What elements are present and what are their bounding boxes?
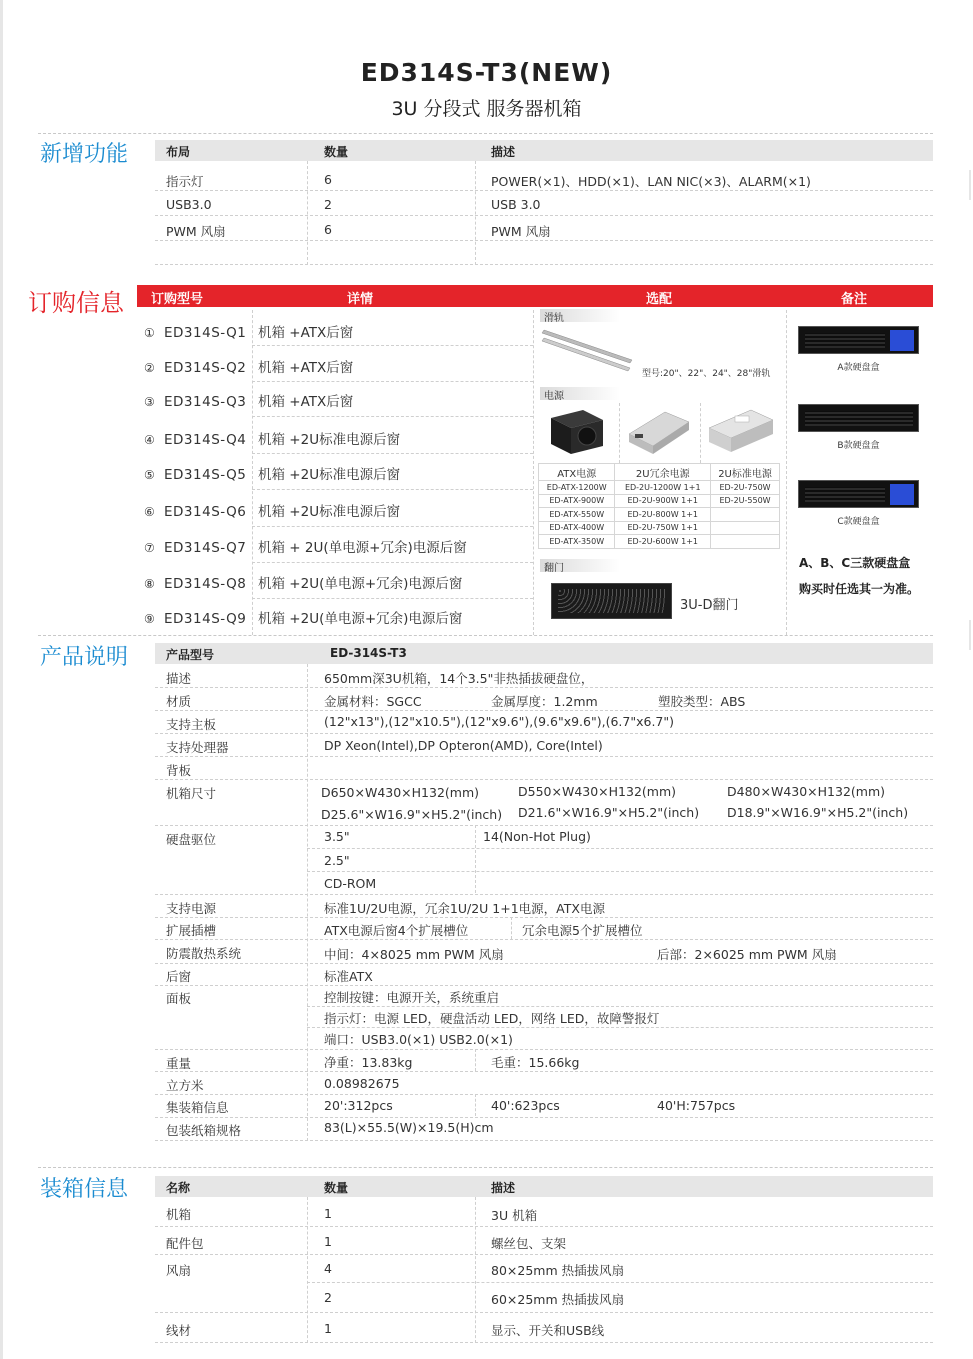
order-number: ③ xyxy=(144,395,155,409)
divider xyxy=(252,489,533,490)
packing-table xyxy=(155,1176,933,1346)
table-cell: 4 xyxy=(324,1261,332,1276)
table-header xyxy=(155,1176,933,1197)
product-table xyxy=(155,643,933,1143)
spec-value: 净重：13.83kg xyxy=(324,1055,413,1070)
spec-label: 面板 xyxy=(166,991,192,1006)
order-number: ⑦ xyxy=(144,541,155,555)
spec-value: 650mm深3U机箱，14个3.5"非热插拔硬盘位， xyxy=(324,671,594,686)
table-cell: USB3.0 xyxy=(166,197,212,212)
order-detail: 机箱 + 2U(单电源+冗余)电源后窗 xyxy=(258,540,467,556)
divider xyxy=(155,733,933,734)
divider xyxy=(475,1094,476,1116)
table-cell: 线材 xyxy=(166,1323,192,1338)
column-header: 描述 xyxy=(491,1181,516,1195)
page-edge xyxy=(969,620,971,650)
spec-label: 硬盘驱位 xyxy=(166,832,217,847)
divider xyxy=(533,310,534,635)
divider xyxy=(475,1049,476,1071)
divider xyxy=(155,710,933,711)
section-divider xyxy=(38,133,933,134)
divider xyxy=(155,1117,933,1118)
table-cell: 6 xyxy=(324,172,332,187)
divider xyxy=(252,345,533,346)
spec-value: 金属厚度：1.2mm xyxy=(491,694,598,709)
divider xyxy=(155,985,933,986)
rail-tag: 滑轨 xyxy=(540,309,620,322)
order-model: ED314S-Q5 xyxy=(164,467,247,483)
table-cell: ED-2U-750W xyxy=(711,481,780,495)
column-header: 选配 xyxy=(646,292,673,307)
divider xyxy=(475,1197,476,1343)
divider xyxy=(155,917,933,918)
divider xyxy=(252,453,533,454)
order-row xyxy=(144,536,467,556)
column-header: 数量 xyxy=(324,1181,349,1195)
column-header: 备注 xyxy=(841,292,868,307)
order-number: ④ xyxy=(144,433,155,447)
table-cell: ED-ATX-550W xyxy=(539,508,615,522)
spec-value: 0.08982675 xyxy=(324,1076,400,1091)
spec-value: 后部：2×6025 mm PWM 风扇 xyxy=(657,947,837,962)
table-cell: 机箱 xyxy=(166,1207,192,1222)
column-header: 产品型号 xyxy=(166,648,215,662)
order-number: ② xyxy=(144,361,155,375)
divider xyxy=(307,664,308,1141)
table-cell: 1 xyxy=(324,1206,332,1221)
column-header: 2U标准电源 xyxy=(711,464,780,481)
table-cell xyxy=(711,508,780,522)
spec-value: 40'H:757pcs xyxy=(657,1098,736,1113)
table-cell: 2 xyxy=(324,1290,332,1305)
spec-value: D650×W430×H132(mm) xyxy=(321,785,480,800)
table-cell: 80×25mm 热插拔风扇 xyxy=(491,1263,625,1278)
spec-value: 塑胶类型：ABS xyxy=(658,694,746,709)
features-table xyxy=(155,140,933,265)
divider xyxy=(307,848,933,849)
column-header: 布局 xyxy=(166,145,191,159)
spec-value: 20':312pcs xyxy=(324,1098,393,1113)
section-title-features: 新增功能 xyxy=(40,142,129,167)
divider xyxy=(155,1049,933,1050)
divider xyxy=(155,215,933,216)
divider xyxy=(155,1342,933,1343)
spec-label: 集装箱信息 xyxy=(166,1100,229,1115)
divider xyxy=(155,264,933,265)
page-title: ED314S-T3(NEW) xyxy=(360,58,613,87)
divider xyxy=(155,825,933,826)
order-detail: 机箱 +2U标准电源后窗 xyxy=(258,432,401,448)
order-detail: 机箱 +2U(单电源+冗余)电源后窗 xyxy=(258,576,463,592)
divider xyxy=(307,1006,933,1007)
order-model: ED314S-Q3 xyxy=(164,394,247,410)
divider xyxy=(155,687,933,688)
atx-psu-image xyxy=(545,404,607,458)
table-cell: 1 xyxy=(324,1234,332,1249)
column-header: 2U冗余电源 xyxy=(615,464,711,481)
hdd-bay-c-image xyxy=(798,480,919,508)
section-divider xyxy=(38,1167,933,1168)
spec-label: 支持处理器 xyxy=(166,740,229,755)
spec-value: ATX电源后窗4个扩展槽位 xyxy=(324,923,469,938)
table-cell: 风扇 xyxy=(166,1263,192,1278)
section-title-product: 产品说明 xyxy=(40,645,129,670)
divider xyxy=(252,526,533,527)
rail-image xyxy=(540,323,635,373)
divider xyxy=(252,416,533,417)
table-cell: POWER(×1)、HDD(×1)、LAN NIC(×3)、ALARM(×1) xyxy=(491,174,811,189)
spec-label: 机箱尺寸 xyxy=(166,786,217,801)
order-detail: 机箱 +2U(单电源+冗余)电源后窗 xyxy=(258,611,463,627)
spec-value: D550×W430×H132(mm) xyxy=(518,784,677,799)
order-row xyxy=(144,463,400,483)
divider xyxy=(307,1027,933,1028)
table-cell: USB 3.0 xyxy=(491,197,541,212)
table-cell: 2 xyxy=(324,197,332,212)
table-cell: 螺丝包、支架 xyxy=(491,1236,567,1251)
spec-value: 金属材料：SGCC xyxy=(324,694,422,709)
page-edge xyxy=(969,170,971,200)
spec-label: 材质 xyxy=(166,694,192,709)
table-cell: PWM 风扇 xyxy=(491,224,551,239)
table-cell: ED-2U-550W xyxy=(711,494,780,508)
order-model: ED314S-Q7 xyxy=(164,540,247,556)
spec-label: 背板 xyxy=(166,763,192,778)
column-header: 详情 xyxy=(347,292,374,307)
table-header xyxy=(155,643,933,664)
spec-label: 描述 xyxy=(166,671,192,686)
spec-label: 重量 xyxy=(166,1056,192,1071)
divider xyxy=(155,756,933,757)
spec-value: (12"x13"),(12"x10.5"),(12"x9.6"),(9.6"x9.6"),(6.7"x6.7") xyxy=(324,714,674,729)
spec-value: 指示灯：电源 LED，硬盘活动 LED，网络 LED，故障警报灯 xyxy=(324,1011,660,1026)
column-header: ATX电源 xyxy=(539,464,615,481)
divider xyxy=(155,1140,933,1141)
page-subtitle: 3U 分段式 服务器机箱 xyxy=(391,98,582,120)
page-edge xyxy=(0,0,3,1359)
order-model: ED314S-Q2 xyxy=(164,360,247,376)
table-cell: ED-ATX-1200W xyxy=(539,481,615,495)
table-cell: ED-2U-800W 1+1 xyxy=(615,508,711,522)
divider xyxy=(155,1094,933,1095)
table-cell: ED-ATX-350W xyxy=(539,535,615,549)
bay-label: C款硬盘盒 xyxy=(837,517,880,527)
table-cell: 配件包 xyxy=(166,1236,204,1251)
spec-label: 支持主板 xyxy=(166,717,217,732)
divider xyxy=(700,403,701,463)
psu-tag: 电源 xyxy=(540,387,620,400)
order-row xyxy=(144,500,400,520)
spec-value: D25.6"×W16.9"×H5.2"(inch) xyxy=(321,807,503,822)
order-model: ED314S-Q1 xyxy=(164,325,247,341)
section-title-packing: 装箱信息 xyxy=(40,1177,129,1202)
spec-value: 标准ATX xyxy=(324,969,373,984)
order-detail: 机箱 +2U标准电源后窗 xyxy=(258,504,401,520)
order-number: ⑨ xyxy=(144,612,155,626)
table-cell: ED-2U-900W 1+1 xyxy=(615,494,711,508)
divider xyxy=(155,1226,933,1227)
door-label: 3U-D翻门 xyxy=(680,598,739,613)
divider xyxy=(252,598,533,599)
divider xyxy=(475,825,476,893)
spec-value: 83(L)×55.5(W)×19.5(H)cm xyxy=(324,1120,494,1135)
table-cell: 3U 机箱 xyxy=(491,1208,538,1223)
spec-label: 支持电源 xyxy=(166,901,217,916)
divider xyxy=(307,871,933,872)
spec-label: 扩展插槽 xyxy=(166,923,217,938)
table-cell: ED-ATX-900W xyxy=(539,494,615,508)
bay-label: A款硬盘盒 xyxy=(837,363,880,373)
spec-label: 后窗 xyxy=(166,969,192,984)
divider xyxy=(307,161,308,265)
divider xyxy=(252,381,533,382)
order-number: ⑥ xyxy=(144,505,155,519)
divider xyxy=(155,1312,933,1313)
model-value: ED-314S-T3 xyxy=(330,646,407,660)
order-number: ⑤ xyxy=(144,468,155,482)
order-row xyxy=(144,428,400,448)
spec-value: 3.5" xyxy=(324,829,350,844)
spec-label: 防震散热系统 xyxy=(166,946,242,961)
order-model: ED314S-Q6 xyxy=(164,504,247,520)
order-number: ⑧ xyxy=(144,577,155,591)
table-cell: 60×25mm 热插拔风扇 xyxy=(491,1292,625,1307)
divider xyxy=(155,939,933,940)
divider xyxy=(619,403,620,463)
divider xyxy=(475,161,476,265)
table-cell xyxy=(711,535,780,549)
order-row xyxy=(144,390,353,410)
column-header: 订购型号 xyxy=(151,292,204,307)
section-divider xyxy=(38,635,933,636)
divider xyxy=(155,240,933,241)
spec-value: 毛重：15.66kg xyxy=(491,1055,580,1070)
order-detail: 机箱 +ATX后窗 xyxy=(258,325,354,341)
table-cell: PWM 风扇 xyxy=(166,224,226,239)
divider xyxy=(155,190,933,191)
spec-value: 标准1U/2U电源，冗余1U/2U 1+1电源，ATX电源 xyxy=(324,901,605,916)
order-model: ED314S-Q8 xyxy=(164,576,247,592)
front-door-image xyxy=(551,583,672,619)
divider xyxy=(307,1197,308,1343)
psu-table xyxy=(538,463,780,549)
table-header xyxy=(155,140,933,161)
table-cell xyxy=(711,521,780,535)
order-model: ED314S-Q4 xyxy=(164,432,247,448)
table-cell: 显示、开关和USB线 xyxy=(491,1323,605,1338)
table-cell: 1 xyxy=(324,1321,332,1336)
2u-standard-psu-image xyxy=(705,404,777,458)
order-number: ① xyxy=(144,326,155,340)
divider xyxy=(155,963,933,964)
divider xyxy=(155,1071,933,1072)
table-cell: ED-2U-1200W 1+1 xyxy=(615,481,711,495)
spec-value: 冗余电源5个扩展槽位 xyxy=(522,923,643,938)
hdd-bay-b-image xyxy=(798,404,919,432)
spec-value: 14(Non-Hot Plug) xyxy=(483,829,591,844)
section-title-order: 订购信息 xyxy=(28,289,124,317)
column-header: 数量 xyxy=(324,145,349,159)
table-cell: 指示灯 xyxy=(166,174,204,189)
order-detail: 机箱 +ATX后窗 xyxy=(258,394,354,410)
order-detail: 机箱 +ATX后窗 xyxy=(258,360,354,376)
column-header: 名称 xyxy=(166,1181,191,1195)
order-model: ED314S-Q9 xyxy=(164,611,247,627)
order-row xyxy=(144,356,353,376)
door-tag: 翻门 xyxy=(540,559,620,572)
bay-label: B款硬盘盒 xyxy=(837,441,880,451)
table-cell: ED-2U-750W 1+1 xyxy=(615,521,711,535)
order-detail: 机箱 +2U标准电源后窗 xyxy=(258,467,401,483)
bay-note: A、B、C三款硬盘盒 xyxy=(799,556,911,570)
spec-label: 包装纸箱规格 xyxy=(166,1123,242,1138)
table-cell: ED-ATX-400W xyxy=(539,521,615,535)
divider xyxy=(155,894,933,895)
divider xyxy=(252,562,533,563)
spec-value: DP Xeon(Intel),DP Opteron(AMD), Core(Intel) xyxy=(324,738,603,753)
spec-value: 40':623pcs xyxy=(491,1098,560,1113)
2u-redundant-psu-image xyxy=(625,404,693,458)
table-cell: 6 xyxy=(324,222,332,237)
divider xyxy=(511,917,512,939)
hdd-bay-a-image xyxy=(798,326,919,354)
spec-value: 端口：USB3.0(×1) USB2.0(×1) xyxy=(324,1032,513,1047)
spec-value: D480×W430×H132(mm) xyxy=(727,784,886,799)
spec-value: 2.5" xyxy=(324,853,350,868)
spec-value: 控制按键：电源开关，系统重启 xyxy=(324,990,500,1005)
spec-value: D21.6"×W16.9"×H5.2"(inch) xyxy=(518,805,700,820)
spec-value: CD-ROM xyxy=(324,876,377,891)
divider xyxy=(786,310,787,635)
bay-note: 购买时任选其一为准。 xyxy=(799,582,920,596)
column-header: 描述 xyxy=(491,145,516,159)
divider xyxy=(307,1282,933,1283)
order-row xyxy=(144,607,462,627)
spec-value: 中间：4×8025 mm PWM 风扇 xyxy=(324,947,504,962)
spec-label: 立方米 xyxy=(166,1078,204,1093)
divider xyxy=(155,779,933,780)
order-header-bar xyxy=(137,285,933,307)
divider xyxy=(155,1254,933,1255)
spec-value: D18.9"×W16.9"×H5.2"(inch) xyxy=(727,805,909,820)
order-row xyxy=(144,572,462,592)
rail-note: 型号:20"、22"、24"、28"滑轨 xyxy=(642,369,771,379)
table-cell: ED-2U-600W 1+1 xyxy=(615,535,711,549)
order-row xyxy=(144,321,353,341)
